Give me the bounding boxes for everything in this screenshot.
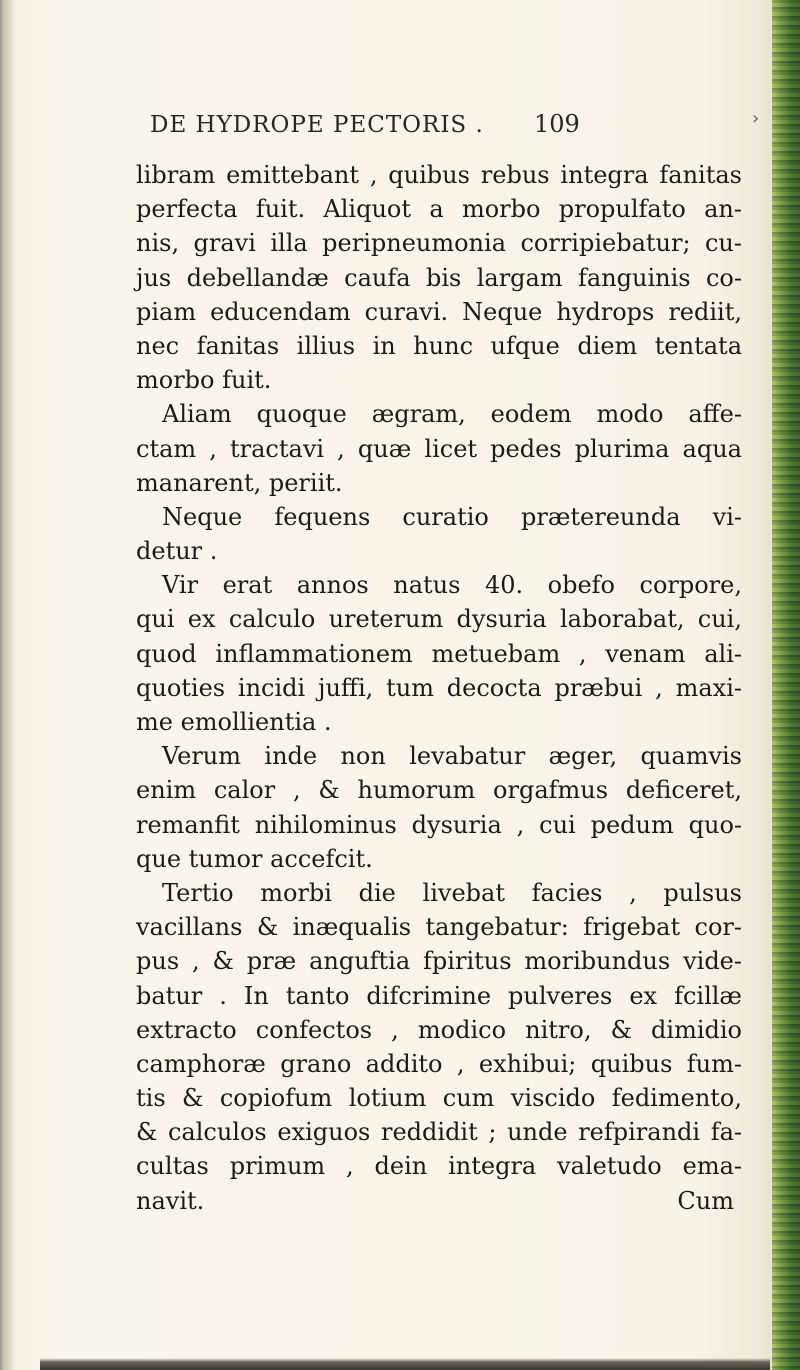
page-number: 109: [534, 110, 580, 138]
text-line: navit.: [136, 1186, 205, 1215]
text-line: perfecta fuit. Aliquot a morbo propulfato an-: [136, 195, 742, 224]
binding-gutter: [0, 0, 14, 1370]
text-line: libram emittebant , quibus rebus integra fanitas: [136, 161, 742, 189]
running-title: DE HYDROPE PECTORIS .: [150, 112, 484, 138]
text-line: cultas primum , dein integra valetudo ema-: [136, 1152, 742, 1181]
text-line: Aliam quoque ægram, eodem modo affe-: [162, 400, 742, 429]
text-line: remanfit nihilominus dysuria , cui pedum quo-: [136, 810, 742, 839]
text-line: & calculos exiguos reddidit ; unde refpirandi fa-: [136, 1118, 742, 1147]
text-line: quoties incidi juffi, tum decocta præbui , maxi-: [136, 673, 742, 702]
running-head: [150, 106, 590, 146]
text-line: Neque fequens curatio prætereunda vi-: [162, 502, 742, 531]
text-line: morbo fuit.: [136, 366, 272, 395]
text-line: jus debellandæ caufa bis largam fanguinis co-: [136, 263, 742, 292]
text-line: piam educendam curavi. Neque hydrops rediit,: [136, 297, 742, 326]
text-line: me emollientia .: [136, 708, 332, 736]
text-line: Verum inde non levabatur æger, quamvis: [162, 742, 742, 771]
text-line: quod inflammationem metuebam , venam ali-: [136, 639, 742, 668]
text-line: extracto confectos , modico nitro, & dimidio: [136, 1015, 742, 1044]
text-line: Tertio morbi die livebat facies , pulsus: [162, 878, 742, 907]
page-bottom-edge: [40, 1358, 770, 1370]
last-line: [136, 1184, 742, 1218]
text-line: camphoræ grano addito , exhibui; quibus fum-: [136, 1049, 742, 1078]
text-line: detur .: [136, 537, 218, 566]
text-line: nec fanitas illius in hunc ufque diem tentata: [136, 331, 742, 360]
text-line: nis, gravi illa peripneumonia corripiebatur; cu-: [136, 229, 742, 258]
text-line: vacillans & inæqualis tangebatur: frigebat cor-: [136, 913, 742, 942]
text-line: qui ex calculo ureterum dysuria laborabat, cui,: [136, 605, 742, 634]
text-line: tis & copiofum lotium cum viscido fedimento,: [136, 1084, 742, 1113]
text-line: pus , & præ anguftia fpiritus moribundus vide-: [136, 947, 742, 976]
catchword: Cum: [677, 1186, 734, 1215]
text-line: enim calor , & humorum orgafmus deficeret,: [136, 776, 742, 805]
body-text: [136, 158, 742, 1218]
text-line: que tumor accefcit.: [136, 844, 373, 873]
text-line: ctam , tractavi , quæ licet pedes plurima aqua: [136, 434, 742, 463]
text-line: manarent, periit.: [136, 468, 343, 497]
text-line: batur . In tanto difcrimine pulveres ex fcillæ: [136, 981, 742, 1010]
text-line: Vir erat annos natus 40. obefo corpore,: [162, 571, 742, 600]
page-edge-decoration: [772, 0, 800, 1370]
corner-mark-icon: ›: [752, 108, 760, 129]
